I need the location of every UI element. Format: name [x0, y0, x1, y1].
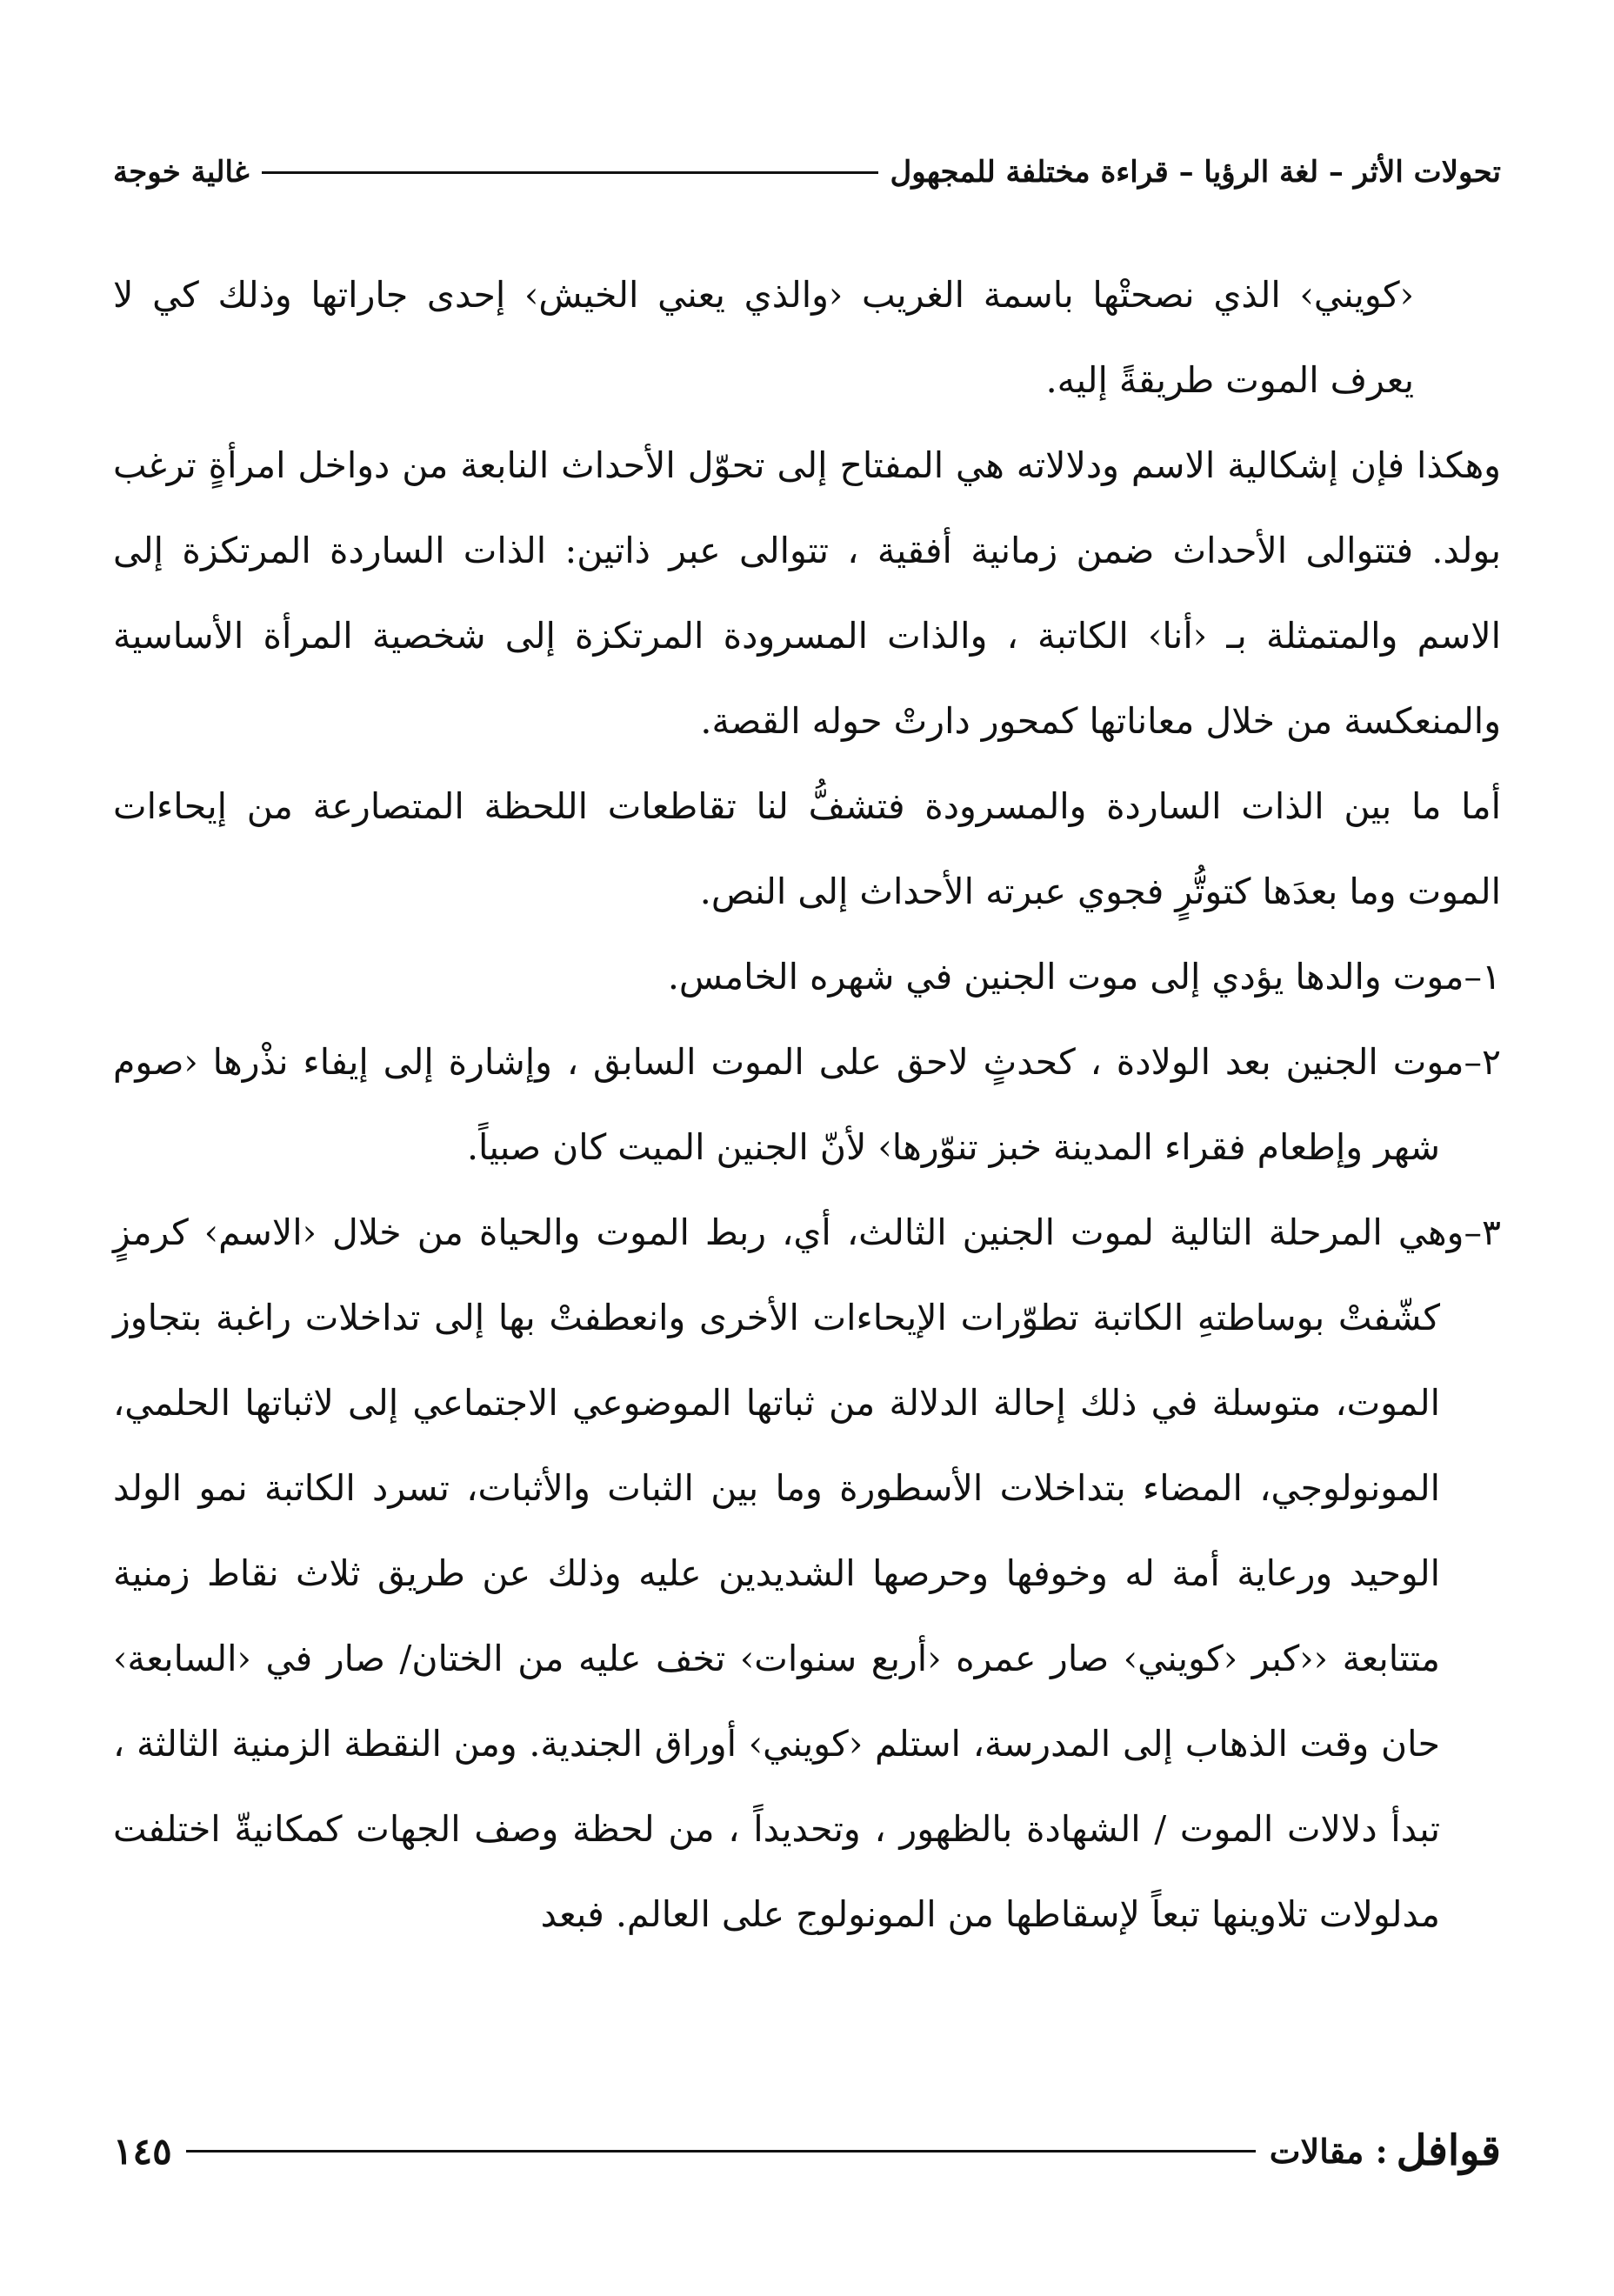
- header-author: غالية خوجة: [113, 155, 250, 190]
- list-item-3: ٣–وهي المرحلة التالية لموت الجنين الثالث، أي، ربط الموت والحياة من خلال ‹الاسم› كرمزٍ كشّفتْ بوساطتهِ الكاتبة تطوّرات الإيحاءات الأخرى وانعطفتْ بها إلى تداخلات راغبة بتجاوز الموت، متوسلة في ذلك إحالة الدلالة من ثباتها الموضوعي الاجتماعي إلى لاثباتها الحلمي، المونولوجي، المضاء بتداخلات الأسطورة وما بين الثبات والأثبات، تسرد الكاتبة نمو الولد الوحيد ورعاية أمة له وخوفها وحرصها الشديدين عليه وذلك عن طريق ثلاث نقاط زمنية متتابعة ‹‹كبر ‹كويني› صار عمره ‹أربع سنوات› تخف عليه من الختان/ صار في ‹السابعة› حان وقت الذهاب إلى المدرسة، استلم ‹كويني› أوراق الجندية. ومن النقطة الزمنية الثالثة ، تبدأ دلالات الموت / الشهادة بالظهور ، وتحديداً ، من لحظة وصف الجهات كمكانيةّ اختلفت مدلولات تلاوينها تبعاً لإسقاطها من المونولوج على العالم. فبعد: [113, 1211, 1501, 1935]
- list-item-2: ٢–موت الجنين بعد الولادة ، كحدثٍ لاحق على الموت السابق ، وإشارة إلى إيفاء نذْرها ‹صوم شهر وإطعام فقراء المدينة خبز تنوّرها› لأنّ الجنين الميت كان صبياً.: [113, 1041, 1501, 1168]
- header-title: تحولات الأثر – لغة الرؤيا – قراءة مختلفة للمجهول: [890, 155, 1501, 190]
- running-header: [113, 146, 1501, 198]
- footer-section: : مقالات: [1269, 2131, 1388, 2171]
- footer-journal: قوافل: [1396, 2126, 1501, 2175]
- list-item-1: ١–موت والدها يؤدي إلى موت الجنين في شهره الخامس.: [667, 956, 1501, 998]
- paragraph-continuation: ‹كويني› الذي نصحتْها باسمة الغريب ‹والذي يعني الخيش› إحدى جاراتها وذلك كي لا يعرف الموت طريقةً إليه.: [113, 274, 1414, 401]
- paragraph-narrator: أما ما بين الذات الساردة والمسرودة فتشفُّ لنا تقاطعات اللحظة المتصارعة من إيحاءات الموت وما بعدَها كتوتُّرٍ فجوي عبرته الأحداث إلى النص.: [113, 785, 1501, 912]
- header-rule: [262, 171, 878, 174]
- paragraph-name-problem: وهكذا فإن إشكالية الاسم ودلالاته هي المفتاح إلى تحوّل الأحداث النابعة من دواخل امرأةٍ ترغب بولد. فتتوالى الأحداث ضمن زمانية أفقية ، تتوالى عبر ذاتين: الذات الساردة المرتكزة إلى الاسم والمتمثلة بـ ‹أنا› الكاتبة ، والذات المسرودة المرتكزة إلى شخصية المرأة الأساسية والمنعكسة من خلال معاناتها كمحور دارتْ حوله القصة.: [113, 444, 1501, 742]
- page-number: ١٤٥: [113, 2129, 172, 2173]
- article-body: [113, 252, 1501, 1957]
- running-footer: [113, 2120, 1501, 2181]
- footer-rule: [186, 2150, 1256, 2152]
